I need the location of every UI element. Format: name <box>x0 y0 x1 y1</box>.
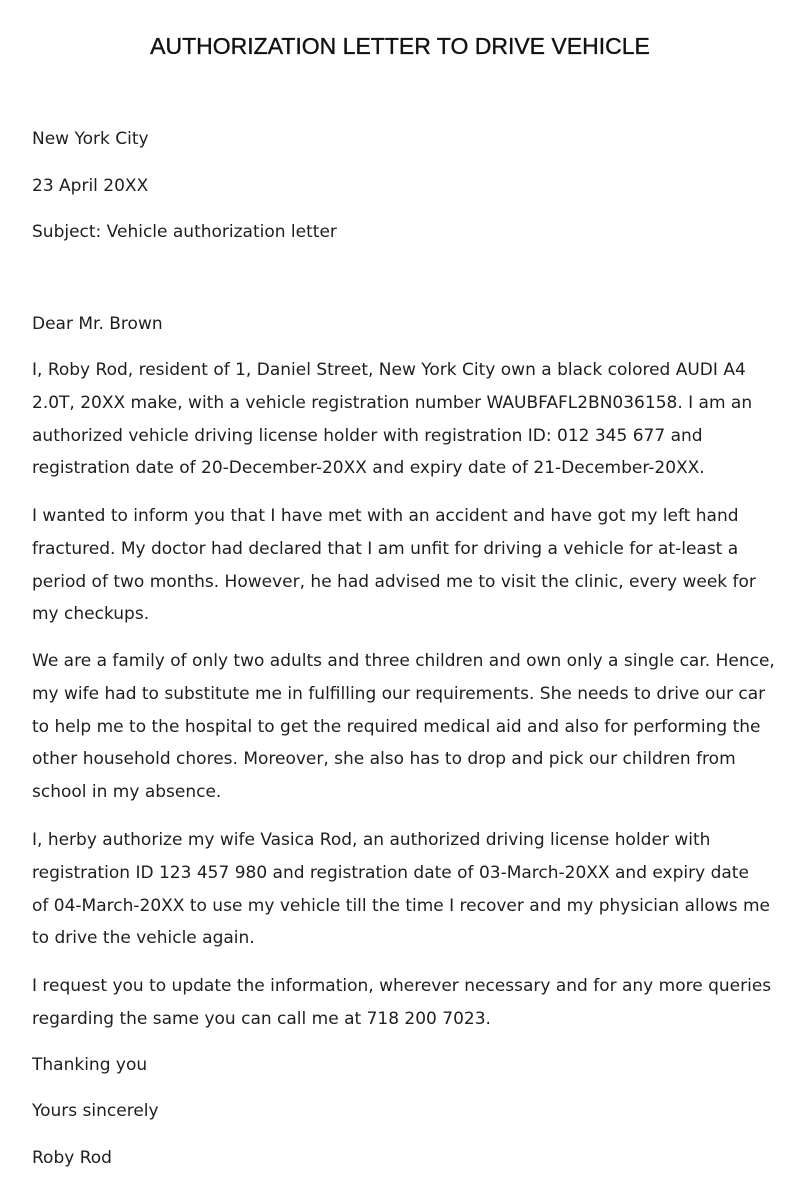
paragraph-line: I, herby authorize my wife Vasica Rod, an authorized driving license holder with <box>32 830 711 850</box>
body-paragraph-2 <box>32 500 777 631</box>
letter-salutation: Dear Mr. Brown <box>32 314 163 334</box>
body-paragraph-4 <box>32 824 777 955</box>
paragraph-line: school in my absence. <box>32 782 222 803</box>
paragraph-line: I, Roby Rod, resident of 1, Daniel Street, New York City own a black colored AUDI A4 <box>32 360 746 380</box>
paragraph-line: registration ID 123 457 980 and registration date of 03-March-20XX and expiry date <box>32 862 749 883</box>
paragraph-line: We are a family of only two adults and three children and own only a single car. Hence, <box>32 651 775 671</box>
paragraph-line: period of two months. However, he had advised me to visit the clinic, every week for <box>32 571 756 592</box>
signature-name: Roby Rod <box>32 1148 112 1168</box>
letter-location: New York City <box>32 129 149 149</box>
paragraph-line: fractured. My doctor had declared that I am unfit for driving a vehicle for at-least a <box>32 538 739 559</box>
closing-thanks: Thanking you <box>32 1055 148 1075</box>
paragraph-line: to drive the vehicle again. <box>32 928 255 949</box>
paragraph-line: 2.0T, 20XX make, with a vehicle registration number WAUBFAFL2BN036158. I am an <box>32 392 753 413</box>
paragraph-line: I request you to update the information, wherever necessary and for any more queries <box>32 976 772 996</box>
paragraph-line: of 04-March-20XX to use my vehicle till the time I recover and my physician allows me <box>32 895 771 916</box>
paragraph-line: authorized vehicle driving license holder with registration ID: 012 345 677 and <box>32 425 703 446</box>
paragraph-line: I wanted to inform you that I have met with an accident and have got my left hand <box>32 506 739 526</box>
paragraph-line: other household chores. Moreover, she also has to drop and pick our children from <box>32 749 736 770</box>
paragraph-line: regarding the same you can call me at 718 200 7023. <box>32 1008 491 1029</box>
paragraph-line: to help me to the hospital to get the required medical aid and also for performing the <box>32 716 761 737</box>
paragraph-line: my checkups. <box>32 604 150 625</box>
body-paragraph-1 <box>32 354 777 485</box>
closing-sign-off: Yours sincerely <box>32 1101 159 1121</box>
body-paragraph-5 <box>32 970 777 1036</box>
paragraph-line: my wife had to substitute me in fulfilling our requirements. She needs to drive our car <box>32 683 766 704</box>
letter-title: AUTHORIZATION LETTER TO DRIVE VEHICLE <box>150 33 650 59</box>
letter-subject: Subject: Vehicle authorization letter <box>32 222 337 242</box>
body-paragraph-3 <box>32 645 777 809</box>
letter-date: 23 April 20XX <box>32 176 149 196</box>
paragraph-line: registration date of 20-December-20XX and expiry date of 21-December-20XX. <box>32 458 705 479</box>
